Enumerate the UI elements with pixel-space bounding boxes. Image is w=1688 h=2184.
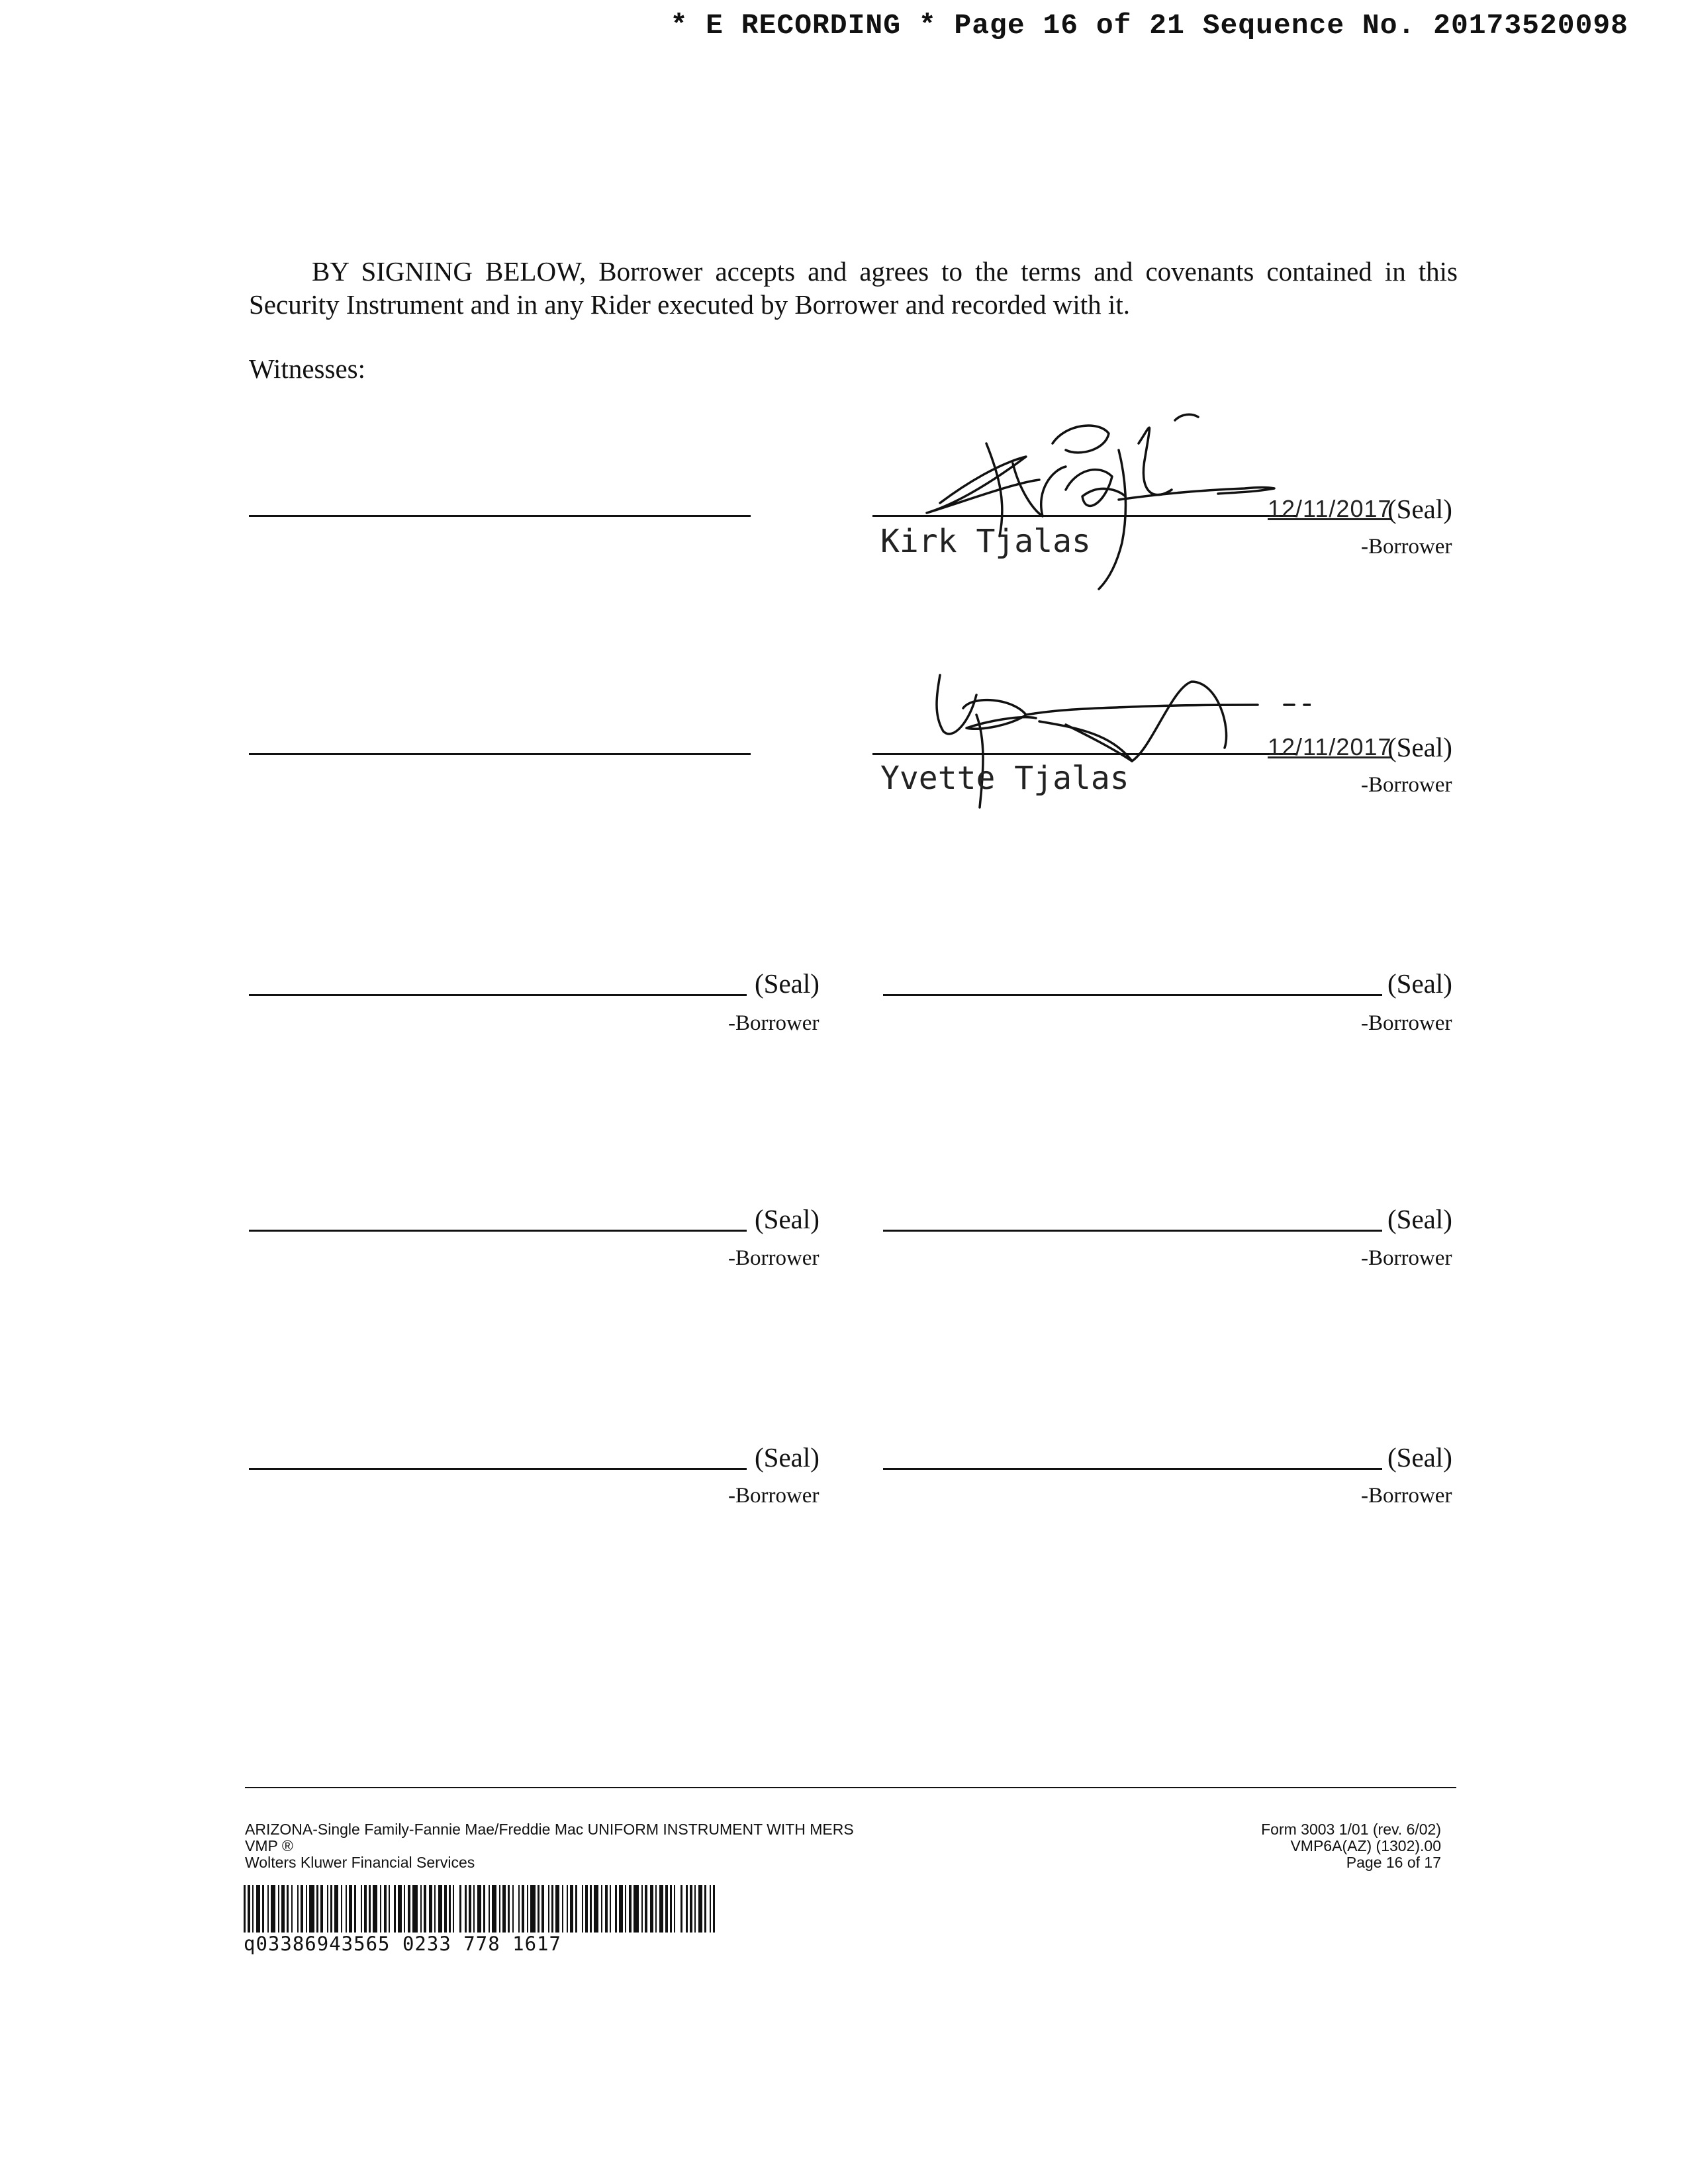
witnesses-label: Witnesses: xyxy=(249,353,365,384)
barcode-bar xyxy=(320,1885,323,1933)
barcode-bar xyxy=(287,1885,289,1933)
witness-line-1[interactable] xyxy=(249,515,751,517)
barcode-bar xyxy=(389,1885,390,1933)
barcode-bar xyxy=(512,1885,514,1933)
barcode-bar xyxy=(530,1885,536,1933)
barcode-bar xyxy=(508,1885,510,1933)
footer-page: Page 16 of 17 xyxy=(1346,1854,1441,1871)
role-label-1: -Borrower xyxy=(1361,535,1452,559)
barcode-bar xyxy=(650,1885,653,1933)
blank-signature-line-4-right[interactable] xyxy=(883,1230,1382,1232)
witness-line-2[interactable] xyxy=(249,753,751,755)
barcode-bar xyxy=(404,1885,405,1933)
barcode-bar xyxy=(518,1885,520,1933)
barcode-bar xyxy=(538,1885,539,1933)
barcode-bar xyxy=(369,1885,371,1933)
barcode-bar xyxy=(483,1885,485,1933)
barcode-bar xyxy=(665,1885,668,1933)
recording-header: * E RECORDING * Page 16 of 21 Sequence No. 20173520098 xyxy=(670,9,1628,42)
barcode-bar xyxy=(655,1885,657,1933)
barcode-bar xyxy=(334,1885,338,1933)
barcode-bars xyxy=(244,1885,715,1933)
barcode-bar xyxy=(615,1885,617,1933)
signature-statement xyxy=(249,255,1458,321)
barcode-bar xyxy=(680,1885,682,1933)
barcode-bar xyxy=(610,1885,611,1933)
barcode-bar xyxy=(465,1885,467,1933)
blank-role-4-left: -Borrower xyxy=(728,1246,820,1270)
barcode xyxy=(244,1885,715,1936)
blank-seal-4-left: (Seal) xyxy=(755,1204,820,1234)
barcode-bar xyxy=(555,1885,559,1933)
barcode-bar xyxy=(551,1885,553,1933)
barcode-bar xyxy=(349,1885,352,1933)
barcode-bar xyxy=(710,1885,711,1933)
barcode-bar xyxy=(625,1885,626,1933)
barcode-bar xyxy=(567,1885,568,1933)
blank-seal-3-right: (Seal) xyxy=(1387,968,1452,999)
barcode-bar xyxy=(459,1885,461,1933)
barcode-bar xyxy=(354,1885,356,1933)
barcode-bar xyxy=(361,1885,362,1933)
barcode-bar xyxy=(713,1885,715,1933)
barcode-bar xyxy=(380,1885,381,1933)
footer-form-title: ARIZONA-Single Family-Fannie Mae/Freddie Mac UNIFORM INSTRUMENT WITH MERS xyxy=(245,1821,854,1838)
signature-date-2: 12/11/2017 xyxy=(1268,733,1392,760)
barcode-bar xyxy=(594,1885,598,1933)
barcode-bar xyxy=(438,1885,442,1933)
footer-vmp: VMP ® xyxy=(245,1837,293,1854)
footer-form-info xyxy=(245,1821,854,1871)
typed-name-kirk: Kirk Tjalas xyxy=(880,523,1091,560)
footer-form-number: Form 3003 1/01 (rev. 6/02) xyxy=(1261,1821,1441,1838)
seal-label-2: (Seal) xyxy=(1387,732,1452,762)
role-label-2: -Borrower xyxy=(1361,773,1452,797)
barcode-bar xyxy=(575,1885,577,1933)
barcode-bar xyxy=(629,1885,632,1933)
barcode-bar xyxy=(522,1885,524,1933)
barcode-bar xyxy=(271,1885,275,1933)
blank-role-5-left: -Borrower xyxy=(728,1484,820,1508)
barcode-bar xyxy=(301,1885,303,1933)
barcode-bar xyxy=(502,1885,506,1933)
barcode-bar xyxy=(330,1885,332,1933)
barcode-bar xyxy=(384,1885,387,1933)
barcode-bar xyxy=(327,1885,328,1933)
statement-body: Borrower accepts and agrees to the terms and covenants contained in this Security Instrument and in any Rider executed by Borrower and recorded with it. xyxy=(249,256,1458,320)
barcode-bar xyxy=(278,1885,279,1933)
barcode-bar xyxy=(641,1885,643,1933)
barcode-bar xyxy=(394,1885,396,1933)
barcode-bar xyxy=(373,1885,377,1933)
barcode-bar xyxy=(585,1885,588,1933)
blank-seal-5-left: (Seal) xyxy=(755,1442,820,1473)
barcode-bar xyxy=(297,1885,299,1933)
blank-seal-3-left: (Seal) xyxy=(755,968,820,999)
blank-seal-5-right: (Seal) xyxy=(1387,1442,1452,1473)
blank-signature-line-3-right[interactable] xyxy=(883,994,1382,996)
barcode-bar xyxy=(659,1885,663,1933)
barcode-bar xyxy=(248,1885,250,1933)
footer-rule xyxy=(245,1787,1456,1788)
barcode-bar xyxy=(262,1885,264,1933)
barcode-bar xyxy=(444,1885,447,1933)
blank-seal-4-right: (Seal) xyxy=(1387,1204,1452,1234)
barcode-bar xyxy=(398,1885,402,1933)
signature-yvette xyxy=(914,668,1311,821)
barcode-bar xyxy=(346,1885,347,1933)
barcode-bar xyxy=(306,1885,307,1933)
blank-signature-line-4-left[interactable] xyxy=(249,1230,747,1232)
statement-lead: BY SIGNING BELOW, xyxy=(312,256,586,287)
barcode-bar xyxy=(670,1885,672,1933)
signature-date-1: 12/11/2017 xyxy=(1268,495,1392,522)
blank-role-4-right: -Borrower xyxy=(1361,1246,1452,1270)
barcode-bar xyxy=(434,1885,436,1933)
barcode-bar xyxy=(605,1885,608,1933)
barcode-bar xyxy=(548,1885,549,1933)
barcode-bar xyxy=(477,1885,481,1933)
typed-name-yvette: Yvette Tjalas xyxy=(880,760,1129,797)
barcode-bar xyxy=(429,1885,432,1933)
barcode-bar xyxy=(473,1885,475,1933)
barcode-bar xyxy=(316,1885,318,1933)
barcode-bar xyxy=(267,1885,269,1933)
barcode-bar xyxy=(364,1885,367,1933)
barcode-bar xyxy=(686,1885,688,1933)
barcode-bar xyxy=(541,1885,544,1933)
barcode-bar xyxy=(492,1885,496,1933)
seal-label-1: (Seal) xyxy=(1387,494,1452,524)
blank-signature-line-3-left[interactable] xyxy=(249,994,747,996)
barcode-bar xyxy=(619,1885,623,1933)
barcode-bar xyxy=(570,1885,573,1933)
barcode-bar xyxy=(469,1885,471,1933)
barcode-bar xyxy=(674,1885,675,1933)
barcode-bar xyxy=(309,1885,314,1933)
barcode-bar xyxy=(453,1885,454,1933)
barcode-bar xyxy=(499,1885,500,1933)
barcode-bar xyxy=(252,1885,254,1933)
barcode-bar xyxy=(424,1885,426,1933)
barcode-bar xyxy=(704,1885,706,1933)
barcode-bar xyxy=(633,1885,639,1933)
barcode-bar xyxy=(291,1885,293,1933)
barcode-digits: q03386943565 0233 778 1617 xyxy=(244,1933,561,1955)
barcode-bar xyxy=(582,1885,583,1933)
blank-role-3-left: -Borrower xyxy=(728,1011,820,1035)
barcode-bar xyxy=(449,1885,451,1933)
blank-role-5-right: -Borrower xyxy=(1361,1484,1452,1508)
footer-publisher: Wolters Kluwer Financial Services xyxy=(245,1854,475,1871)
barcode-bar xyxy=(412,1885,418,1933)
barcode-bar xyxy=(408,1885,410,1933)
barcode-bar xyxy=(690,1885,692,1933)
barcode-bar xyxy=(420,1885,422,1933)
barcode-bar xyxy=(562,1885,563,1933)
footer-form-number-block xyxy=(1261,1821,1441,1871)
blank-signature-line-5-right[interactable] xyxy=(883,1468,1382,1470)
barcode-bar xyxy=(281,1885,285,1933)
barcode-bar xyxy=(694,1885,696,1933)
blank-signature-line-5-left[interactable] xyxy=(249,1468,747,1470)
barcode-bar xyxy=(601,1885,602,1933)
barcode-bar xyxy=(256,1885,260,1933)
barcode-bar xyxy=(645,1885,647,1933)
barcode-bar xyxy=(341,1885,342,1933)
barcode-bar xyxy=(590,1885,592,1933)
handwritten-signature-yvette xyxy=(914,668,1311,821)
barcode-bar xyxy=(244,1885,246,1933)
footer-form-code: VMP6A(AZ) (1302).00 xyxy=(1290,1837,1441,1854)
barcode-bar xyxy=(489,1885,490,1933)
blank-role-3-right: -Borrower xyxy=(1361,1011,1452,1035)
barcode-bar xyxy=(527,1885,528,1933)
barcode-bar xyxy=(698,1885,702,1933)
